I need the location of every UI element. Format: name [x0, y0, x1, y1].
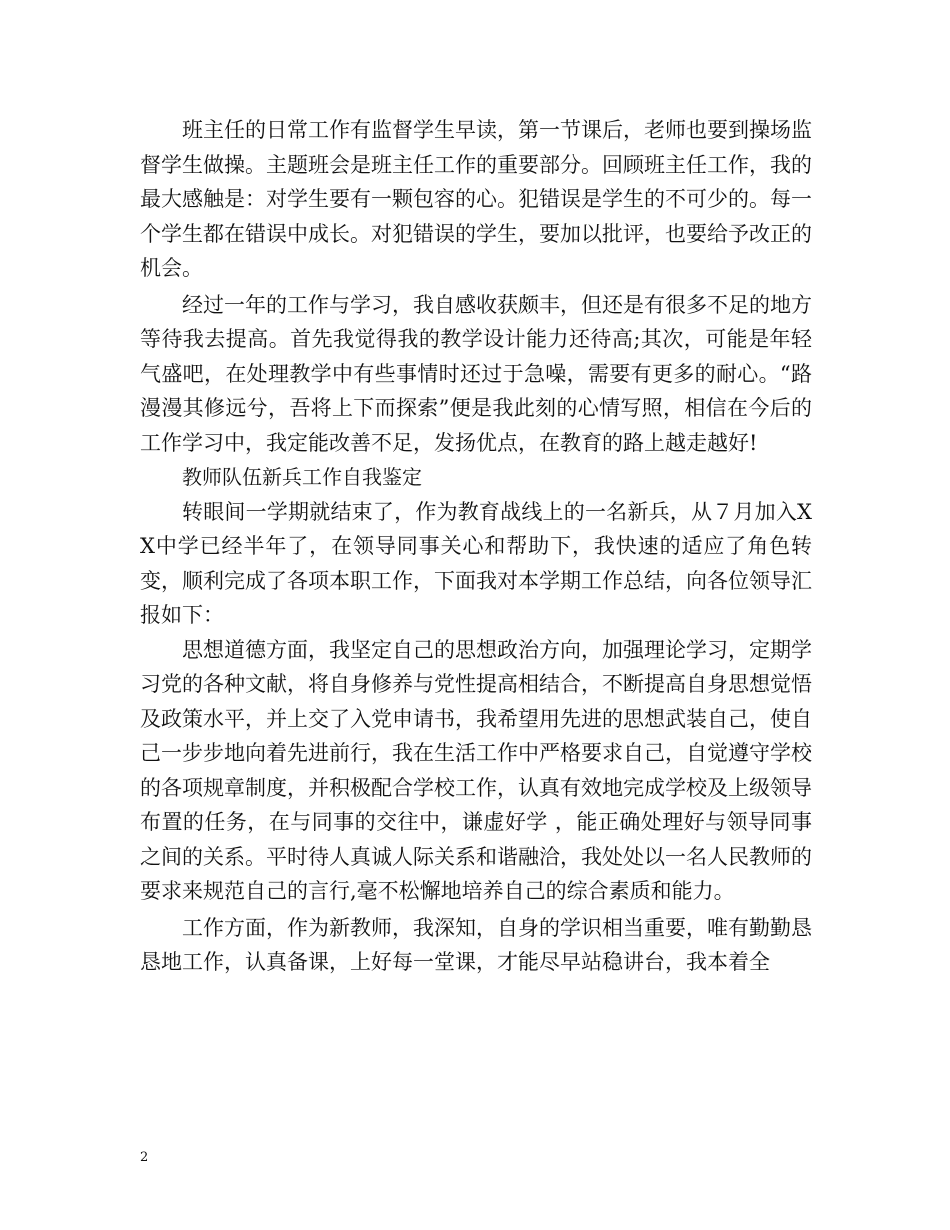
paragraph-year-reflection: 经过一年的工作与学习，我自感收获颇丰，但还是有很多不足的地方等待我去提高。首先我觉得我的教学设计能力还待高;其次，可能是年轻气盛吧，在处理教学中有些事情时还过于急噪，需要有更多的耐心。“路漫漫其修远兮，吾将上下而探索”便是我此刻的心情写照，相信在今后的工作学习中，我定能改善不足，发扬优点，在教育的路上越走越好! [140, 292, 812, 455]
paragraph-head-teacher-work: 班主任的日常工作有监督学生早读，第一节课后，老师也要到操场监督学生做操。主题班会是班主任工作的重要部分。回顾班主任工作，我的最大感触是：对学生要有一颗包容的心。犯错误是学生的不可少的。每一个学生都在错误中成长。对犯错误的学生，要加以批评，也要给予改正的机会。 [140, 118, 812, 280]
page-number: 2 [140, 1150, 149, 1165]
section-title: 教师队伍新兵工作自我鉴定 [182, 465, 422, 489]
paragraph-ideology-morality: 思想道德方面，我坚定自己的思想政治方向，加强理论学习，定期学习党的各种文献，将自身修养与党性提高相结合，不断提高自身思想觉悟及政策水平，并上交了入党申请书，我希望用先进的思想武装自己，使自己一步步地向着先进前行，我在生活工作中严格要求自己，自觉遵守学校的各项规章制度，并积极配合学校工作，认真有效地完成学校及上级领导布置的任务，在与同事的交往中，谦虚好学 ，能正确处理好与领导同事之间的关系。平时待人真诚人际关系和谐融洽，我处处以一名人民教师的要求来规范自己的言行,毫不松懈地培养自己的综合素质和能力。 [140, 637, 812, 903]
document-body [140, 113, 812, 980]
paragraph-work-aspects: 工作方面，作为新教师，我深知，自身的学识相当重要，唯有勤勤恳恳地工作，认真备课，上好每一堂课，才能尽早站稳讲台，我本着全 [140, 915, 812, 974]
paragraph-introduction: 转眼间一学期就结束了，作为教育战线上的一名新兵，从７月加入XX中学已经半年了，在领导同事关心和帮助下，我快速的适应了角色转变，顺利完成了各项本职工作，下面我对本学期工作总结，向各位领导汇报如下： [140, 499, 812, 627]
